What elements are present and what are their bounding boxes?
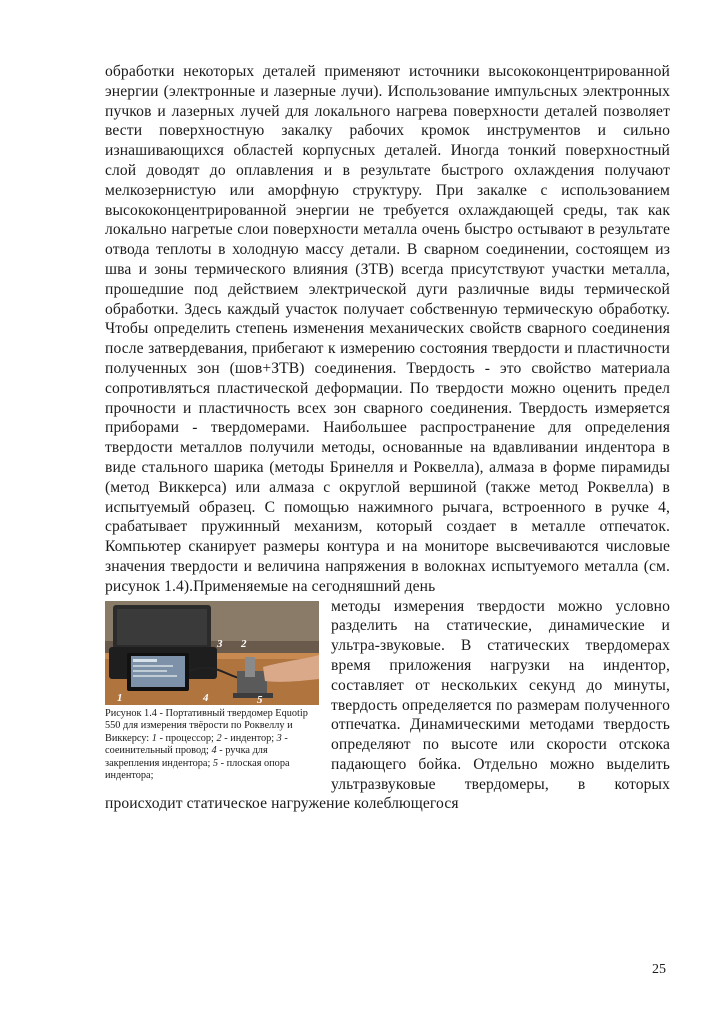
caption-num: 2 — [216, 732, 222, 744]
figure-caption — [105, 708, 319, 784]
caption-item: - процессор; — [156, 732, 217, 744]
caption-num: 5 — [212, 757, 219, 769]
paragraph-wrap: методы измерения твердости можно условно разделить на статические, динамические и ультра-звуковые. В статических твердомерах время приложения нагрузки на индентор, составляет от нескольких секунд до минуты, твердость определяется по размерам полученного отпечатка. Динамическими методами твердость определяют по высоте или скорости отскока падающего бойка. Отдельно можно выделить ультразвуковые твердомеры, в которых происходит статическое нагружение колеблющегося — [105, 597, 670, 813]
figure-label-1: 1 — [117, 691, 123, 704]
caption-num: 3 — [276, 732, 282, 744]
caption-prefix: Рисунок 1.4 - — [105, 707, 166, 719]
caption-item: - ручка для закрепления индентора; — [105, 745, 268, 769]
figure-label-4: 4 — [203, 691, 209, 704]
caption-item: - соеинительный провод; — [105, 732, 288, 757]
hardness-tester-photo — [105, 601, 319, 705]
figure-label-2: 2 — [241, 637, 247, 650]
caption-num: 4 — [211, 745, 217, 757]
page-number: 25 — [652, 962, 666, 977]
caption-item: - индентор; — [221, 732, 277, 744]
figure-label-5: 5 — [257, 693, 263, 705]
caption-item: - плоская опора индентора; — [105, 757, 290, 782]
body-text — [105, 62, 670, 814]
caption-lead: Портативный твердомер Equotip 550 для измерения твёрости по Роквеллу и Виккерсу: — [105, 707, 308, 744]
paragraph-top: обработки некоторых деталей применяют источники высококонцентрированной энергии (электронные и лазерные лучи). Использование импульсных электронных пучков и лазерных лучей для локального нагрева поверхности деталей позволяет вести поверхностную закалку рабочих кромок инструментов и сильно изнашивающихся областей корпусных деталей. Иногда тонкий поверхностный слой доводят до оплавления и в результате быстрого охлаждения получают мелкозернистую или аморфную структуру. При закалке с использованием высококонцентрированной энергии не требуется охлаждающей среды, так как локально нагретые слои поверхности металла очень быстро остывают в результате отвода теплоты в холодную массу детали. В сварном соединении, состоящем из шва и зоны термического влияния (ЗТВ) всегда присутствуют участки металла, прошедшие под действием электрической дуги различные виды термической обработки. Здесь каждый участок получает собственную термическую обработку. Чтобы определить степень изменения механических свойств сварного соединения после затвердевания, прибегают к измерению состояния твердости и пластичности полученных зон (шов+ЗТВ) соединения. Твердость - это свойство материала сопротивляться пластической деформации. По твердости можно оценить предел прочности и пластичность всех зон сварного соединения. Твердость измеряется приборами - твердомерами. Наибольшее распространение для определения твердости металлов получили методы, основанные на вдавливании индентора в виде стального шарика (методы Бринелля и Роквелла), алмаза в форме пирамиды (метод Виккерса) или алмаза с округлой вершиной (также метод Роквелла) в испытуемый образец. С помощью нажимного рычага, встроенного в ручке 4, срабатывает пружинный механизм, который создает в металле отпечаток. Компьютер сканирует размеры контура и на мониторе высвечиваются числовые значения твердости и величина напряжения в волокнах испытуемого металла (см. рисунок 1.4).Применяемые на сегодняшний день — [105, 63, 670, 595]
caption-num: 1 — [151, 732, 157, 744]
figure-1-4 — [105, 601, 319, 784]
figure-label-3: 3 — [217, 637, 223, 650]
